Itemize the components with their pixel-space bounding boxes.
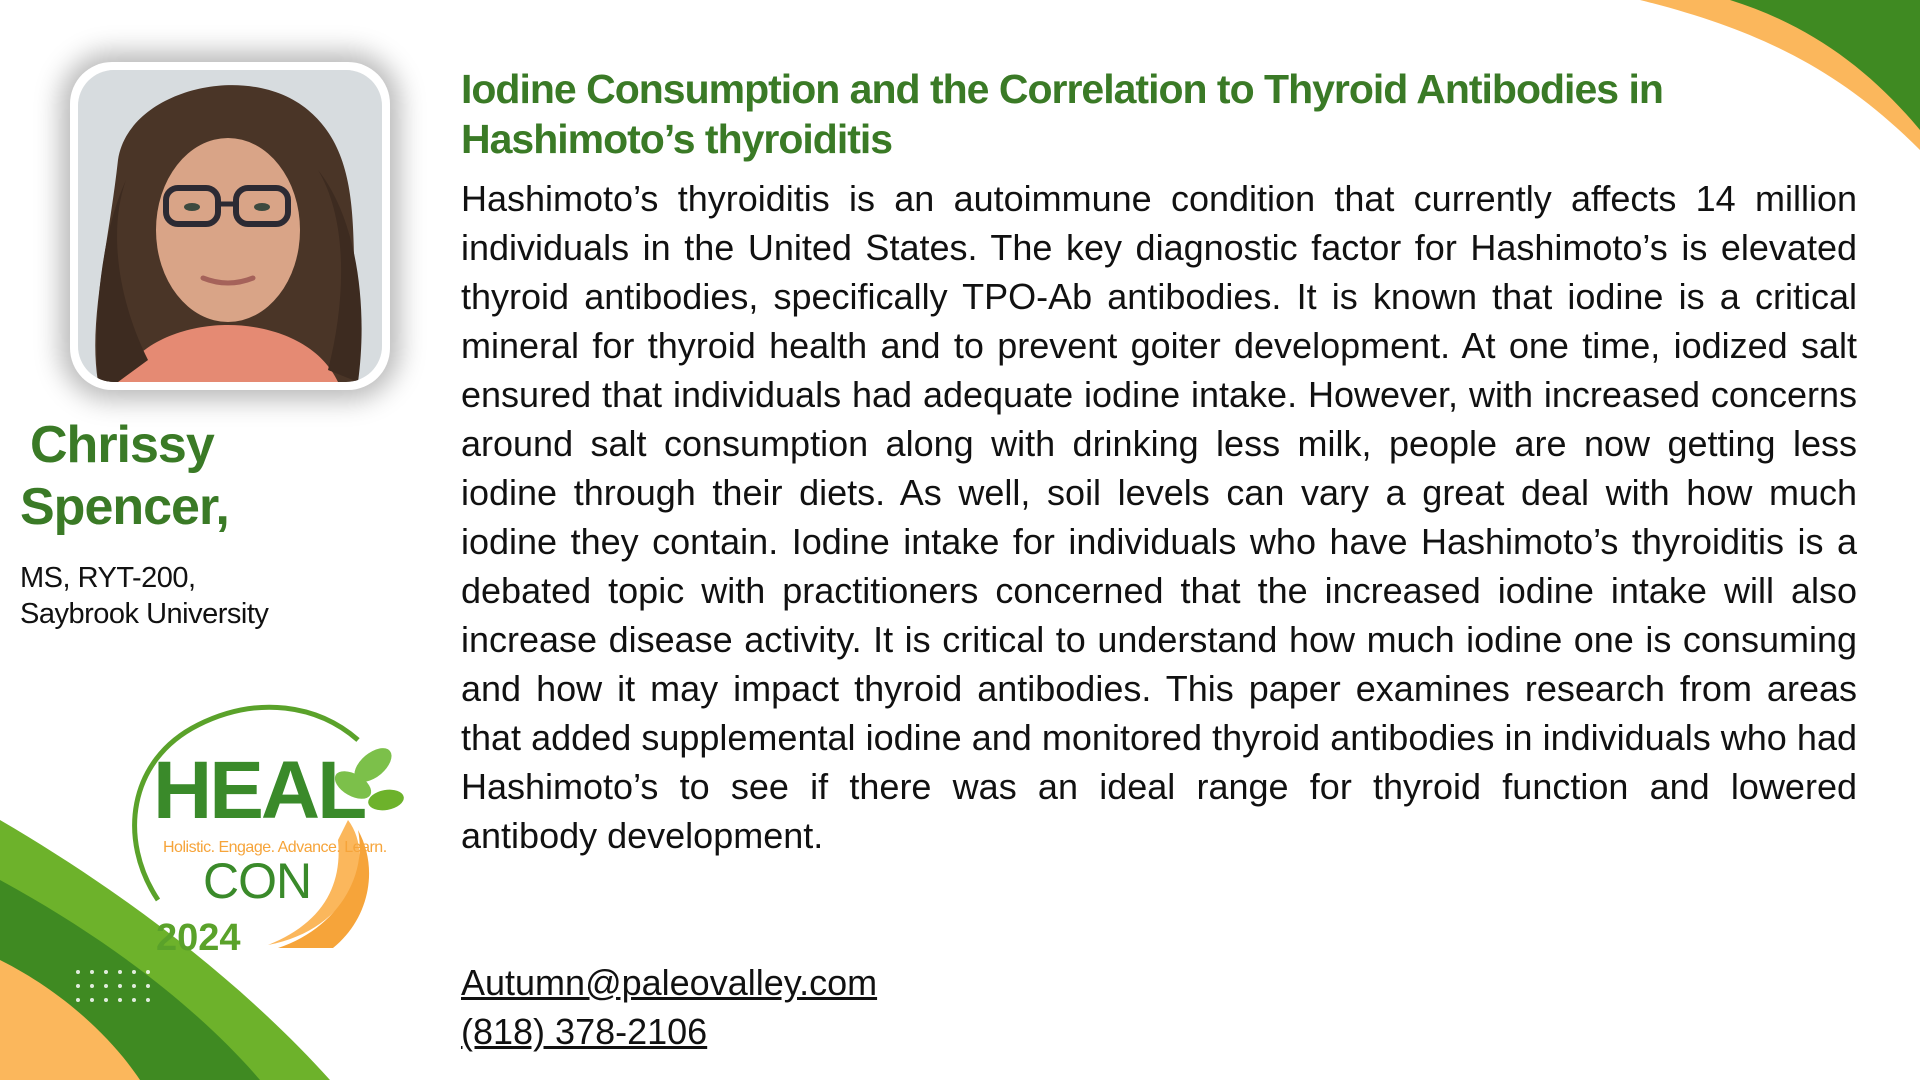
speaker-portrait — [78, 70, 382, 382]
contact-info — [461, 958, 877, 1056]
logo-tagline: Holistic. Engage. Advance. Learn. — [163, 839, 387, 856]
contact-email-link[interactable]: Autumn@paleovalley.com — [461, 962, 878, 1003]
speaker-name — [20, 414, 350, 538]
speaker-credentials — [20, 560, 350, 632]
contact-phone-link[interactable]: (818) 378-2106 — [461, 1011, 708, 1052]
credentials-degree: MS, RYT-200, — [20, 562, 196, 594]
healcon-logo — [118, 700, 438, 970]
logo-con: CON — [203, 853, 312, 909]
abstract-text: Hashimoto’s thyroiditis is an autoimmune condition that currently affects 14 million individuals in the United States. The key diagnostic factor for Hashimoto’s is elevated thyroid antibodies, specifically TPO-Ab antibodies. It is known that iodine is a critical mineral for thyroid health and to prevent goiter development. At one time, iodized salt ensured that individuals had adequate iodine intake. However, with increased concerns around salt consumption along with drinking less milk, people are now getting less iodine through their diets. As well, soil levels can vary a great deal with how much iodine they contain. Iodine intake for individuals who have Hashimoto’s thyroiditis is a debated topic with practitioners concerned that the increased iodine intake will also increase disease activity. It is critical to understand how much iodine one is consuming and how it may impact thyroid antibodies. This paper examines research from areas that added supplemental iodine and monitored thyroid antibodies in individuals who had Hashimoto’s to see if there was an ideal range for thyroid function and lowered antibody development. — [461, 178, 1857, 856]
speaker-photo — [70, 62, 390, 390]
credentials-affiliation: Saybrook University — [20, 598, 269, 630]
logo-year: 2024 — [156, 917, 241, 959]
speaker-first-name: Chrissy — [30, 416, 214, 474]
paper-title: Iodine Consumption and the Correlation to Thyroid Antibodies in Hashimoto’s thyroiditis — [461, 66, 1663, 162]
logo-wordmark: HEAL — [153, 745, 365, 836]
speaker-last-name: Spencer, — [20, 478, 229, 536]
